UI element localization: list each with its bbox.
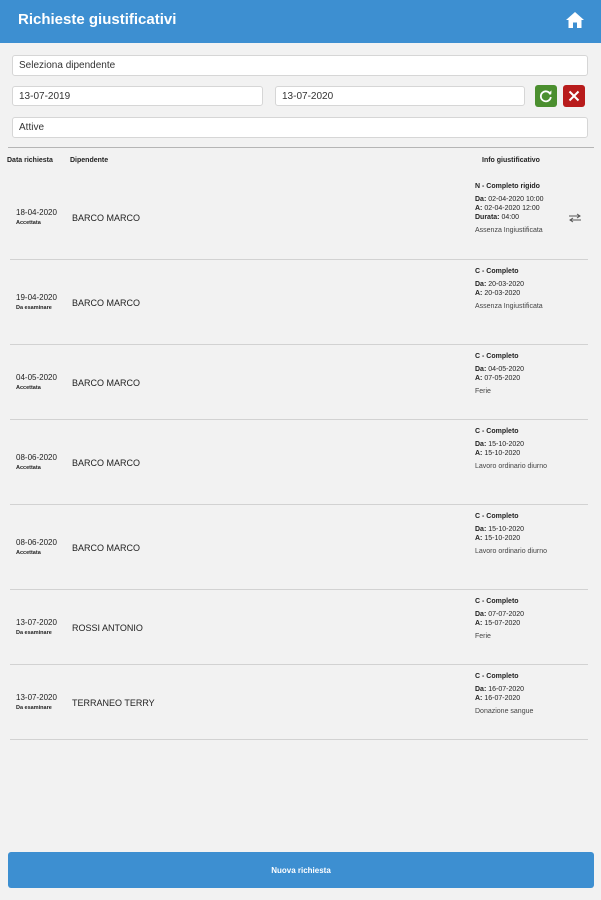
employee-select-placeholder: Seleziona dipendente — [19, 60, 116, 71]
status-select[interactable] — [12, 117, 588, 138]
justification-info — [475, 427, 575, 471]
justification-info — [475, 512, 575, 556]
period-value: 07-05-2020 — [484, 375, 521, 382]
period-key: Da: — [475, 686, 487, 693]
period-key: Da: — [475, 441, 487, 448]
page-title: Richieste giustificativi — [18, 11, 177, 28]
request-date: 13-07-2020 — [16, 618, 57, 627]
period-value: 02-04-2020 10:00 — [488, 196, 544, 203]
request-row[interactable] — [0, 505, 601, 590]
column-header-employee: Dipendente — [70, 157, 109, 164]
request-status: Accettata — [16, 220, 41, 226]
period-key: Durata: — [475, 214, 500, 221]
request-status: Accettata — [16, 385, 41, 391]
justification-period-line — [475, 619, 575, 628]
justification-description: Lavoro ordinario diurno — [475, 463, 547, 470]
refresh-button[interactable] — [535, 85, 557, 107]
request-status: Da esaminare — [16, 705, 52, 711]
employee-name: ROSSI ANTONIO — [72, 623, 143, 633]
justification-info — [475, 597, 575, 641]
justification-period-line — [475, 195, 575, 204]
app-header — [0, 0, 601, 43]
request-date: 08-06-2020 — [16, 453, 57, 462]
request-row[interactable] — [0, 345, 601, 420]
request-row[interactable] — [0, 175, 601, 260]
justification-period-line — [475, 374, 575, 383]
justification-type: C - Completo — [475, 428, 519, 435]
column-header-info: Info giustificativo — [482, 157, 540, 164]
period-key: A: — [475, 290, 483, 297]
employee-name: BARCO MARCO — [72, 458, 141, 468]
employee-name: BARCO MARCO — [72, 298, 141, 308]
justification-type: C - Completo — [475, 268, 519, 275]
justification-description: Donazione sangue — [475, 708, 534, 715]
date-from-value: 13-07-2019 — [19, 90, 71, 102]
period-key: A: — [475, 695, 483, 702]
request-status: Accettata — [16, 465, 41, 471]
request-date: 04-05-2020 — [16, 373, 57, 382]
justification-info — [475, 352, 575, 396]
period-value: 15-10-2020 — [484, 450, 521, 457]
period-key: Da: — [475, 196, 487, 203]
period-value: 02-04-2020 12:00 — [484, 205, 540, 212]
period-value: 07-07-2020 — [488, 611, 525, 618]
period-value: 16-07-2020 — [488, 686, 525, 693]
employee-select[interactable] — [12, 55, 588, 76]
justification-period-line — [475, 280, 575, 289]
date-to-field[interactable] — [275, 86, 525, 106]
request-date: 18-04-2020 — [16, 208, 57, 217]
request-row[interactable] — [0, 590, 601, 665]
period-value: 15-07-2020 — [484, 620, 521, 627]
request-row[interactable] — [0, 665, 601, 740]
clear-button[interactable] — [563, 85, 585, 107]
refresh-icon — [539, 89, 553, 103]
justification-type: C - Completo — [475, 513, 519, 520]
period-value: 20-03-2020 — [488, 281, 525, 288]
column-header-date: Data richiesta — [7, 157, 53, 164]
period-value: 15-10-2020 — [484, 535, 521, 542]
justification-period-line — [475, 289, 575, 298]
justification-description: Ferie — [475, 388, 491, 395]
justification-period-line — [475, 440, 575, 449]
justification-period-line — [475, 610, 575, 619]
row-divider — [10, 739, 588, 740]
period-value: 04:00 — [501, 214, 519, 221]
period-key: Da: — [475, 366, 487, 373]
home-icon[interactable] — [565, 10, 585, 30]
new-request-label: Nuova richiesta — [271, 865, 331, 875]
close-icon — [568, 90, 580, 102]
justification-type: N - Completo rigido — [475, 183, 540, 190]
period-value: 04-05-2020 — [488, 366, 525, 373]
period-key: A: — [475, 535, 483, 542]
justification-type: C - Completo — [475, 598, 519, 605]
period-key: A: — [475, 450, 483, 457]
period-key: Da: — [475, 281, 487, 288]
period-value: 15-10-2020 — [488, 441, 525, 448]
justification-type: C - Completo — [475, 673, 519, 680]
justification-period-line — [475, 213, 575, 222]
request-status: Da esaminare — [16, 305, 52, 311]
period-key: A: — [475, 375, 483, 382]
justification-description: Assenza Ingiustificata — [475, 227, 543, 234]
justification-description: Lavoro ordinario diurno — [475, 548, 547, 555]
request-row[interactable] — [0, 420, 601, 505]
period-key: Da: — [475, 611, 487, 618]
justification-description: Assenza Ingiustificata — [475, 303, 543, 310]
employee-name: BARCO MARCO — [72, 213, 141, 223]
employee-name: BARCO MARCO — [72, 543, 141, 553]
justification-period-line — [475, 534, 575, 543]
table-header-divider — [8, 147, 594, 148]
justification-type: C - Completo — [475, 353, 519, 360]
request-date: 19-04-2020 — [16, 293, 57, 302]
justification-period-line — [475, 694, 575, 703]
justification-info — [475, 672, 575, 716]
request-date: 08-06-2020 — [16, 538, 57, 547]
status-select-value: Attive — [19, 122, 45, 133]
justification-period-line — [475, 449, 575, 458]
justification-info — [475, 267, 575, 311]
period-key: Da: — [475, 526, 487, 533]
new-request-button[interactable] — [8, 852, 594, 888]
justification-info — [475, 182, 575, 235]
request-status: Da esaminare — [16, 630, 52, 636]
justification-period-line — [475, 204, 575, 213]
justification-description: Ferie — [475, 633, 491, 640]
period-value: 15-10-2020 — [488, 526, 525, 533]
request-date: 13-07-2020 — [16, 693, 57, 702]
justification-period-line — [475, 685, 575, 694]
justification-period-line — [475, 525, 575, 534]
period-key: A: — [475, 620, 483, 627]
swap-icon[interactable] — [568, 213, 582, 223]
request-row[interactable] — [0, 260, 601, 345]
date-to-value: 13-07-2020 — [282, 90, 334, 102]
period-key: A: — [475, 205, 483, 212]
employee-name: BARCO MARCO — [72, 378, 141, 388]
justification-period-line — [475, 365, 575, 374]
period-value: 20-03-2020 — [484, 290, 521, 297]
request-status: Accettata — [16, 550, 41, 556]
employee-name: TERRANEO TERRY — [72, 698, 155, 708]
period-value: 16-07-2020 — [484, 695, 521, 702]
date-from-field[interactable] — [12, 86, 263, 106]
